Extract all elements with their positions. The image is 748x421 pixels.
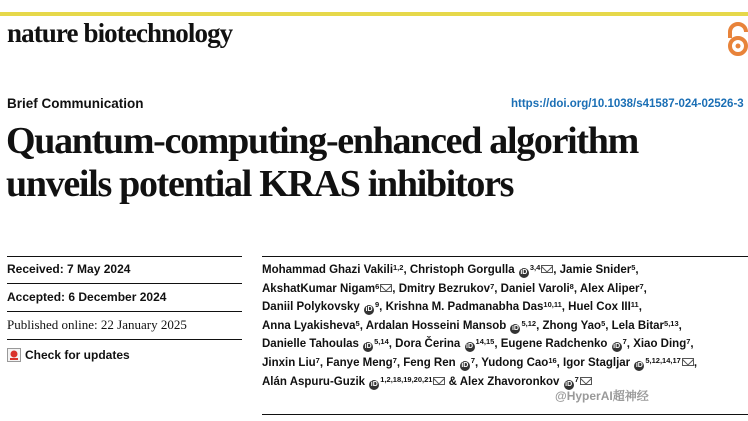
author-name[interactable]: Feng Ren	[403, 356, 456, 369]
watermark-text: @HyperAI超神经	[555, 389, 649, 403]
orcid-icon[interactable]: iD	[565, 380, 573, 388]
author-name[interactable]: Daniil Polykovsky	[262, 301, 360, 314]
received-date: Received: 7 May 2024	[7, 262, 131, 276]
orcid-icon[interactable]: iD	[613, 343, 621, 351]
separator: ,	[638, 301, 642, 314]
separator: ,	[626, 338, 634, 351]
affiliation-ref: 7	[639, 281, 644, 291]
separator: ,	[475, 356, 482, 369]
affiliation-ref: 5,12	[521, 318, 537, 328]
separator: ,	[605, 319, 612, 332]
author-list	[262, 261, 748, 391]
author-name[interactable]: Jamie Snider	[559, 264, 632, 276]
separator: ,	[396, 356, 404, 369]
journal-accent-bar	[0, 12, 748, 16]
article-title-line-2: unveils potential KRAS inhibitors	[6, 163, 514, 205]
affiliation-ref: 7	[315, 355, 320, 365]
author-name[interactable]: Xiao Ding	[633, 338, 687, 351]
separator: ,	[678, 319, 682, 332]
divider	[262, 414, 748, 415]
affiliation-ref: 8	[569, 281, 574, 291]
affiliation-ref: 9	[375, 300, 380, 310]
separator: ,	[319, 356, 327, 369]
separator: &	[445, 375, 460, 388]
affiliation-ref: 14,15	[475, 337, 495, 347]
author-name[interactable]: Huel Cox III	[568, 301, 631, 314]
separator: ,	[494, 282, 501, 295]
author-name[interactable]: Mohammad Ghazi Vakili	[262, 264, 394, 276]
author-name[interactable]: Anna Lyakisheva	[262, 319, 356, 332]
author-name[interactable]: Danielle Tahoulas	[262, 338, 359, 351]
separator: ,	[556, 356, 564, 369]
published-date: Published online: 22 January 2025	[7, 317, 187, 332]
author-name[interactable]: Ardalan Hosseini Mansob	[365, 319, 507, 332]
affiliation-ref: 7	[622, 337, 627, 347]
author-name[interactable]: Lela Bitar	[611, 319, 665, 332]
affiliation-ref: 7	[392, 355, 397, 365]
affiliation-ref: 7	[686, 337, 691, 347]
affiliation-ref: 7	[574, 374, 579, 384]
accepted-date: Accepted: 6 December 2024	[7, 290, 167, 304]
author-line	[262, 261, 748, 280]
author-name[interactable]: Yudong Cao	[481, 356, 549, 369]
separator: ,	[494, 338, 501, 351]
author-name[interactable]: Alán Aspuru-Guzik	[262, 375, 366, 388]
article-title-line-1: Quantum-computing-enhanced algorithm	[6, 120, 638, 162]
author-name[interactable]: Alex Aliper	[579, 282, 640, 295]
doi-link[interactable]: https://doi.org/10.1038/s41587-024-02526-3	[511, 98, 744, 110]
divider	[7, 311, 242, 312]
affiliation-ref: 6	[375, 281, 380, 291]
affiliation-ref: 16	[548, 355, 557, 365]
orcid-icon[interactable]: iD	[466, 343, 474, 351]
affiliation-ref: 5,12,14,17	[645, 355, 681, 365]
affiliation-ref: 1,2	[393, 263, 404, 272]
author-name[interactable]: Dmitry Bezrukov	[398, 282, 491, 295]
check-for-updates-label: Check for updates	[25, 348, 130, 362]
mail-icon[interactable]	[541, 265, 553, 273]
affiliation-ref: 5,13	[664, 318, 679, 328]
separator: ,	[690, 338, 694, 351]
author-name[interactable]: Dora Čerina	[395, 338, 461, 351]
author-line	[262, 335, 748, 354]
affiliation-ref: 5	[601, 318, 606, 328]
author-name[interactable]: Igor Stagljar	[563, 356, 631, 369]
separator: ,	[635, 264, 639, 276]
article-type: Brief Communication	[7, 96, 144, 111]
divider	[262, 256, 748, 257]
separator: ,	[693, 356, 698, 369]
separator: ,	[392, 282, 399, 295]
orcid-icon[interactable]: iD	[520, 269, 528, 276]
mail-icon[interactable]	[433, 377, 445, 385]
affiliation-ref: 5,14	[374, 337, 389, 347]
separator: ,	[379, 301, 386, 314]
author-line	[262, 317, 748, 336]
author-name[interactable]: Alex Zhavoronkov	[459, 375, 560, 388]
affiliation-ref: 10,11	[543, 300, 562, 310]
mail-icon[interactable]	[682, 358, 694, 366]
orcid-icon[interactable]: iD	[370, 380, 378, 388]
check-for-updates-button[interactable]	[7, 346, 130, 364]
separator: ,	[553, 264, 560, 276]
author-line	[262, 373, 748, 392]
affiliation-ref: 1,2,18,19,20,21	[380, 374, 433, 384]
orcid-icon[interactable]: iD	[364, 343, 372, 351]
separator: ,	[573, 282, 580, 295]
affiliation-ref: 5	[631, 263, 636, 272]
mail-icon[interactable]	[380, 284, 392, 292]
separator: ,	[643, 282, 647, 295]
orcid-icon[interactable]: iD	[365, 306, 373, 314]
separator: ,	[561, 301, 569, 314]
separator: ,	[388, 338, 396, 351]
orcid-icon[interactable]: iD	[635, 361, 643, 369]
open-access-icon	[724, 22, 748, 56]
separator: ,	[403, 264, 410, 276]
article-title	[6, 120, 748, 206]
mail-icon[interactable]	[580, 377, 592, 385]
author-name[interactable]: Christoph Gorgulla	[409, 264, 515, 276]
author-name[interactable]: AkshatKumar Nigam	[262, 282, 376, 295]
author-line	[262, 298, 748, 317]
check-for-updates-icon	[7, 348, 21, 362]
affiliation-ref: 7	[490, 281, 495, 291]
affiliation-ref: 7	[470, 355, 476, 365]
orcid-icon[interactable]: iD	[461, 361, 469, 369]
divider	[7, 339, 242, 340]
divider	[7, 256, 242, 257]
journal-name[interactable]: nature biotechnology	[7, 18, 233, 48]
author-name[interactable]: Daniel Varoli	[500, 282, 570, 295]
author-name[interactable]: Jinxin Liu	[262, 356, 316, 369]
affiliation-ref: 5	[355, 318, 360, 328]
author-name[interactable]: Zhong Yao	[542, 319, 602, 332]
affiliation-ref: 3,4	[529, 263, 541, 272]
author-name[interactable]: Eugene Radchenko	[500, 338, 608, 351]
author-line	[262, 354, 748, 373]
separator: ,	[359, 319, 366, 332]
affiliation-ref: 11	[630, 300, 639, 310]
author-name[interactable]: Fanye Meng	[326, 356, 393, 369]
author-name[interactable]: Krishna M. Padmanabha Das	[385, 301, 544, 314]
orcid-icon[interactable]: iD	[511, 324, 519, 332]
divider	[7, 283, 242, 284]
author-line	[262, 280, 748, 299]
separator: ,	[536, 319, 543, 332]
